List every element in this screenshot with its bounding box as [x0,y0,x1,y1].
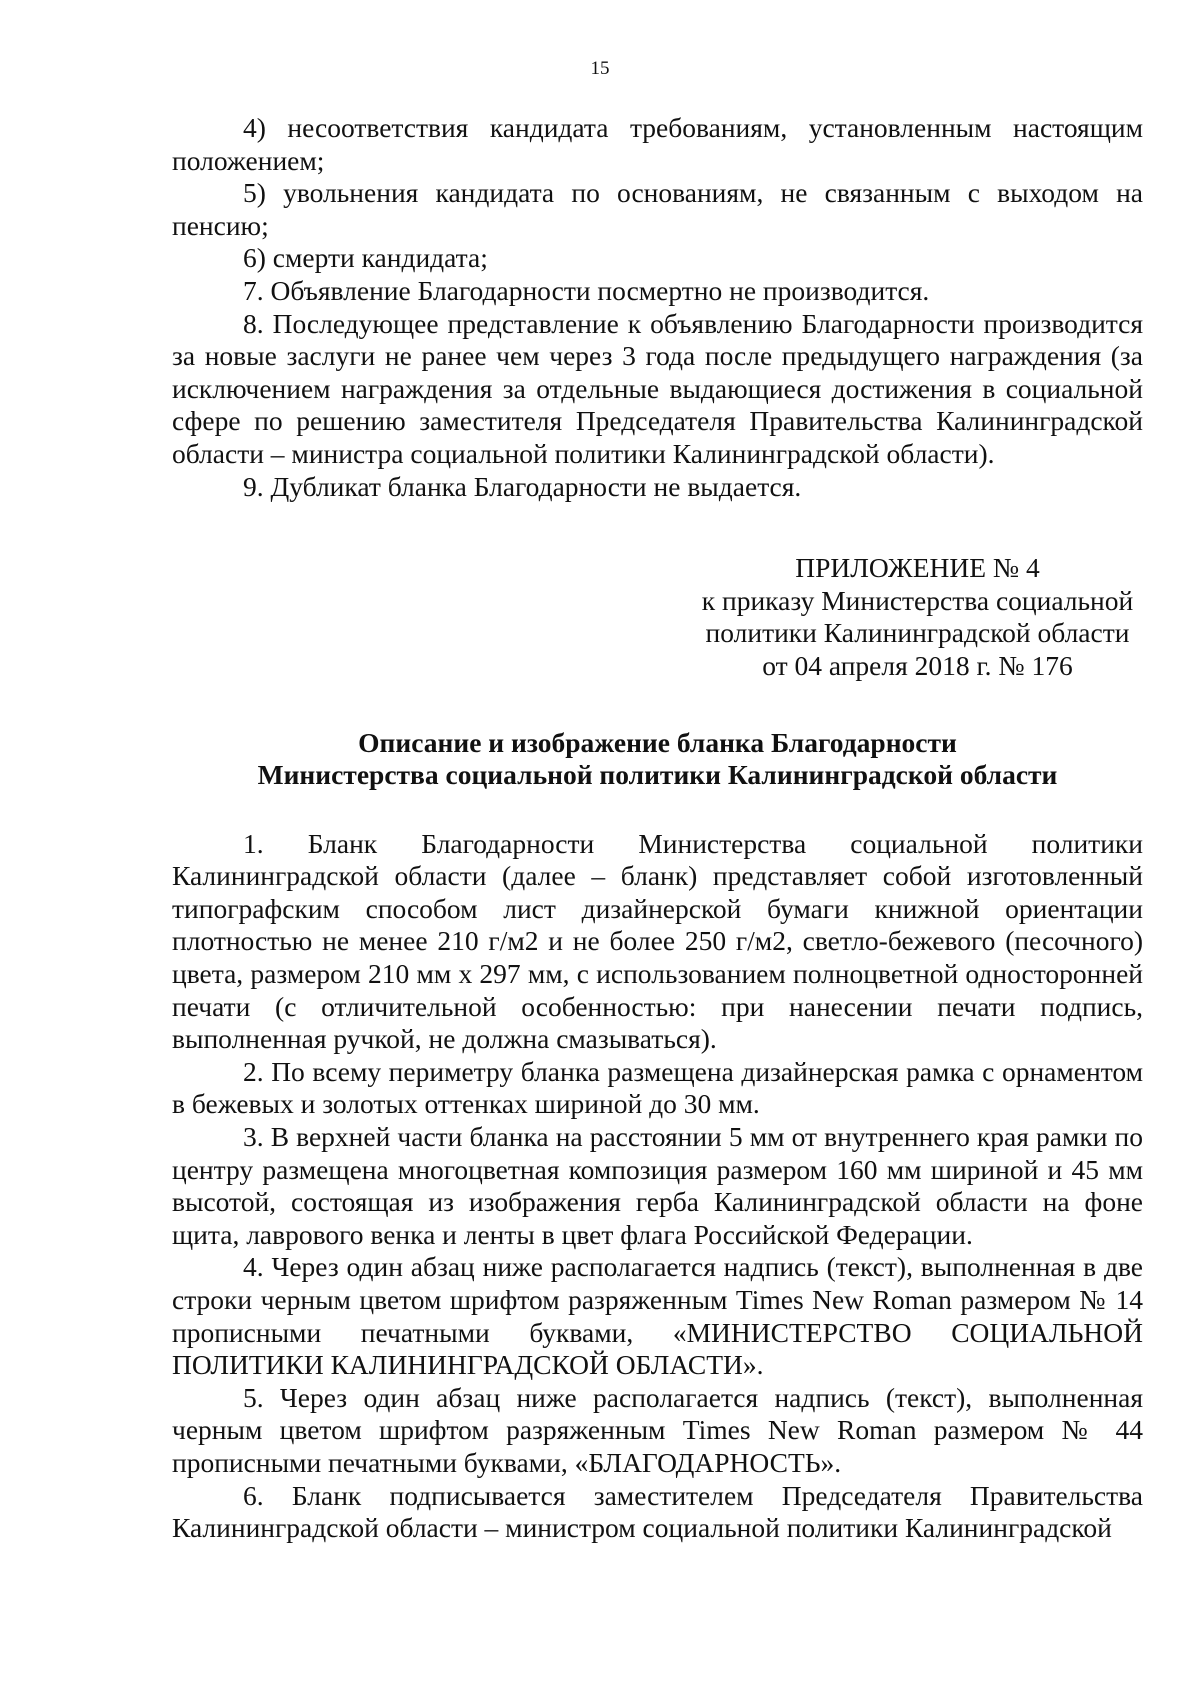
paragraph: 5) увольнения кандидата по основаниям, не связанным с выходом на пенсию; [172,177,1143,241]
page-number: 15 [590,58,610,79]
appendix-date-line: от 04 апреля 2018 г. № 176 [762,649,1073,681]
paragraph: 4. Через один абзац ниже располагается надпись (текст), выполненная в две строки черным цветом шрифтом разряженным Times New Roman размером № 14 прописными печатными буквами, «МИНИСТЕРСТВО СОЦИАЛЬНОЙ ПОЛИТИКИ КАЛИНИНГРАДСКОЙ ОБЛАСТИ». [172,1251,1143,1381]
paragraph: 6. Бланк подписывается заместителем Председателя Правительства Калининградской области – министром социальной политики Калининградской [172,1479,1143,1544]
paragraph: 3. В верхней части бланка на расстоянии 5 мм от внутреннего края рамки по центру размещена многоцветная композиция размером 160 мм шириной и 45 мм высотой, состоящая из изображения герба Калининградской области на фоне щита, лаврового венка и ленты в цвет флага Российской Федерации. [172,1121,1143,1250]
appendix-label: ПРИЛОЖЕНИЕ № 4 [795,552,1040,584]
paragraph: 7. Объявление Благодарности посмертно не производится. [243,274,930,306]
bottom-paragraphs [172,828,1143,1545]
document-body [172,112,1143,1545]
section-title-line: Описание и изображение бланка Благодарности [358,726,957,758]
paragraph: 6) смерти кандидата; [243,242,488,274]
appendix-header [692,552,1143,682]
paragraph: 2. По всему периметру бланка размещена дизайнерская рамка с орнаментом в бежевых и золотых оттенках шириной до 30 мм. [172,1055,1143,1120]
section-title [172,727,1143,792]
section-title-line: Министерства социальной политики Калининградской области [257,759,1058,791]
paragraph: 4) несоответствия кандидата требованиям, установленным настоящим положением; [172,112,1143,176]
paragraph: 8. Последующее представление к объявлению Благодарности производится за новые заслуги не ранее чем через 3 года после предыдущего награждения (за исключением награждения за отдельные выдающиеся достижения в социальной сфере по решению заместителя Председателя Правительства Калининградской области – министра социальной политики Калининградской области). [172,307,1143,469]
paragraph: 9. Дубликат бланка Благодарности не выдается. [243,470,802,502]
top-paragraphs [172,112,1143,503]
paragraph: 1. Бланк Благодарности Министерства социальной политики Калининградской области (далее – бланк) представляет собой изготовленный типографским способом лист дизайнерской бумаги книжной ориентации плотностью не менее 210 г/м2 и не более 250 г/м2, светло-бежевого (песочного) цвета, размером 210 мм x 297 мм, с использованием полноцветной односторонней печати (с отличительной особенностью: при нанесении печати подпись, выполненная ручкой, не должна смазываться). [172,827,1143,1055]
paragraph: 5. Через один абзац ниже располагается надпись (текст), выполненная черным цветом шрифтом разряженным Times New Roman размером № 44 прописными печатными буквами, «БЛАГОДАРНОСТЬ». [172,1381,1143,1478]
appendix-ref-line: политики Калининградской области [705,617,1130,649]
appendix-ref-line: к приказу Министерства социальной [701,584,1134,616]
